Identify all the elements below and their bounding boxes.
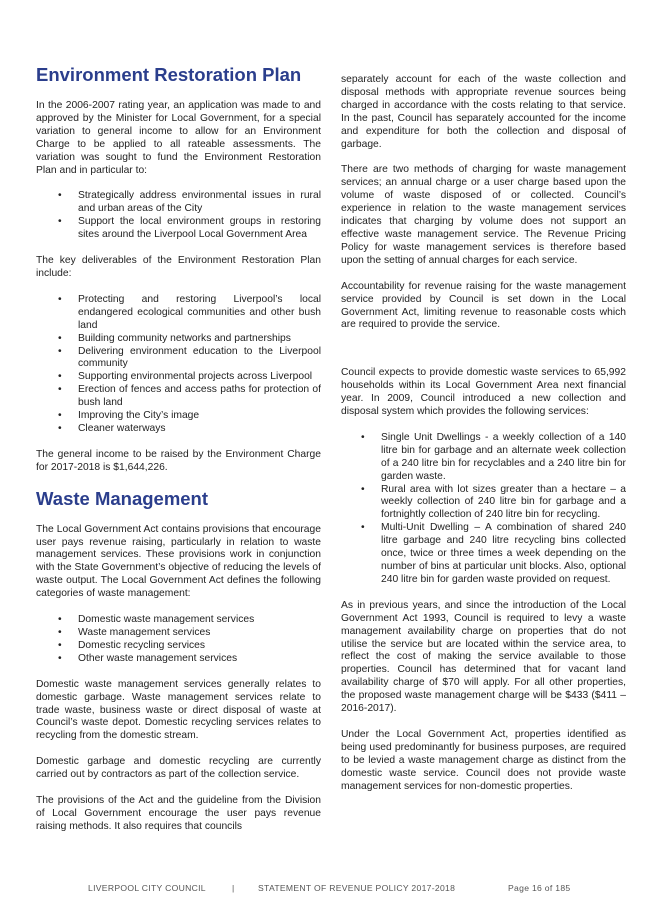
- deliverables-intro: The key deliverables of the Environment Restoration Plan include:: [36, 255, 321, 279]
- list-item: • Cleaner waterways: [78, 423, 321, 436]
- list-item: • Improving the City’s image: [78, 410, 321, 423]
- list-item: • Single Unit Dwellings - a weekly collection of a 140 litre bin for garbage and an alternate week collection of a 240 litre bin for recyclables and a 240 litre bin for garden waste.: [381, 432, 626, 484]
- footer-document-title: STATEMENT OF REVENUE POLICY 2017-2018: [258, 883, 456, 893]
- list-item: • Multi-Unit Dwelling – A combination of shared 240 litre garbage and 240 litre recycling bins collected once, twice or three times a week depending on the number of bins at particular unit blocks. Also, optional 240 litre bin for garden waste provided on request.: [381, 522, 626, 587]
- waste-paragraph: Domestic waste management services generally relates to domestic garbage. Waste management services relate to trade waste, business waste or direct disposal of waste at Council’s waste depot. Domestic recycling services relates to recycling from the domestic stream.: [36, 678, 321, 742]
- waste-paragraph: The Local Government Act contains provisions that encourage user pays revenue raising, particularly in relation to waste management services. These provisions work in conjunction with the State Government’s objective of reducing the levels of waste output. The Local Government Act defines the following categories of waste management:: [36, 523, 321, 600]
- list-item: • Other waste management services: [78, 653, 321, 666]
- waste-paragraph: The provisions of the Act and the guideline from the Division of Local Government encourage the user pays revenue raising methods. It also requires that councils: [36, 795, 321, 832]
- list-item: • Erection of fences and access paths for protection of bush land: [78, 384, 321, 410]
- environment-heading: Environment Restoration Plan: [36, 64, 302, 85]
- waste-categories-list: [36, 614, 321, 666]
- footer-page-number: Page 16 of 185: [508, 883, 571, 893]
- deliverables-list: [36, 294, 321, 436]
- list-item: • Waste management services: [78, 627, 321, 640]
- list-item: • Support the local environment groups in restoring sites around the Liverpool Local Government Area: [78, 216, 321, 242]
- footer-separator: |: [232, 883, 235, 893]
- waste-paragraph: As in previous years, and since the introduction of the Local Government Act 1993, Council is required to levy a waste management availability charge on properties that do not utilise the service but are located within the service area, to reflect the cost of making the service available to those properties. Council has determined that for vacant land availability charge of $70 will apply. For all other properties, the proposed waste management charge will be $433 ($411 – 2016-2017).: [341, 599, 626, 715]
- waste-paragraph: Domestic garbage and domestic recycling are currently carried out by contractors as part of the collection service.: [36, 756, 321, 781]
- list-item: • Domestic recycling services: [78, 640, 321, 653]
- list-item: • Protecting and restoring Liverpool’s local endangered ecological communities and other bush land: [78, 294, 321, 333]
- footer-organisation: LIVERPOOL CITY COUNCIL: [88, 883, 206, 893]
- waste-paragraph: Council expects to provide domestic waste services to 65,992 households within its Local Government Area next financial year. In 2009, Council introduced a new collection and disposal system which provides the following services:: [341, 367, 626, 418]
- waste-paragraph: separately account for each of the waste collection and disposal methods with appropriate revenue sources being charged in accordance with the costs relating to that service. In the past, Council has separately accounted for the income and expenditure for both the collection and disposal of garbage.: [341, 74, 626, 150]
- environment-aims-list: [36, 190, 321, 242]
- environment-income: The general income to be raised by the Environment Charge for 2017-2018 is $1,644,226.: [36, 448, 321, 473]
- services-list: [341, 432, 626, 587]
- list-item: • Building community networks and partnerships: [78, 333, 321, 346]
- list-item: • Supporting environmental projects across Liverpool: [78, 371, 321, 384]
- waste-heading: Waste Management: [36, 487, 209, 509]
- list-item: • Delivering environment education to the Liverpool community: [78, 346, 321, 372]
- list-item: • Strategically address environmental issues in rural and urban areas of the City: [78, 190, 321, 216]
- list-item: • Rural area with lot sizes greater than a hectare – a weekly collection of 240 litre bin for garbage and a fortnightly collection of 240 litre bin for recycling.: [381, 484, 626, 523]
- waste-paragraph: Under the Local Government Act, properties identified as being used predominantly for business purposes, are required to be levied a waste management charge as distinct from the domestic waste service. Council does not provide waste management services for non-domestic properties.: [341, 728, 626, 792]
- list-item: • Domestic waste management services: [78, 614, 321, 627]
- environment-intro: In the 2006-2007 rating year, an application was made to and approved by the Minister for Local Government, for a special variation to general income to allow for an Environment Charge to be applied to all rateable assessments. The variation was sought to fund the Environment Restoration Plan and in particular to:: [36, 100, 321, 176]
- waste-paragraph: Accountability for revenue raising for the waste management service provided by Council is set down in the Local Government Act, limiting revenue to reasonable costs which are required to provide the service.: [341, 280, 626, 331]
- waste-paragraph: There are two methods of charging for waste management services; an annual charge or a user charge based upon the volume of waste disposed of or collected. Council’s experience in relation to the waste management services indicates that charging by volume does not support an effective waste management service. The Revenue Pricing Policy for waste management services is therefore based upon the setting of annual charges for each service.: [341, 164, 626, 266]
- right-column: [341, 74, 626, 807]
- spacer: [341, 345, 626, 367]
- left-column: [36, 58, 321, 847]
